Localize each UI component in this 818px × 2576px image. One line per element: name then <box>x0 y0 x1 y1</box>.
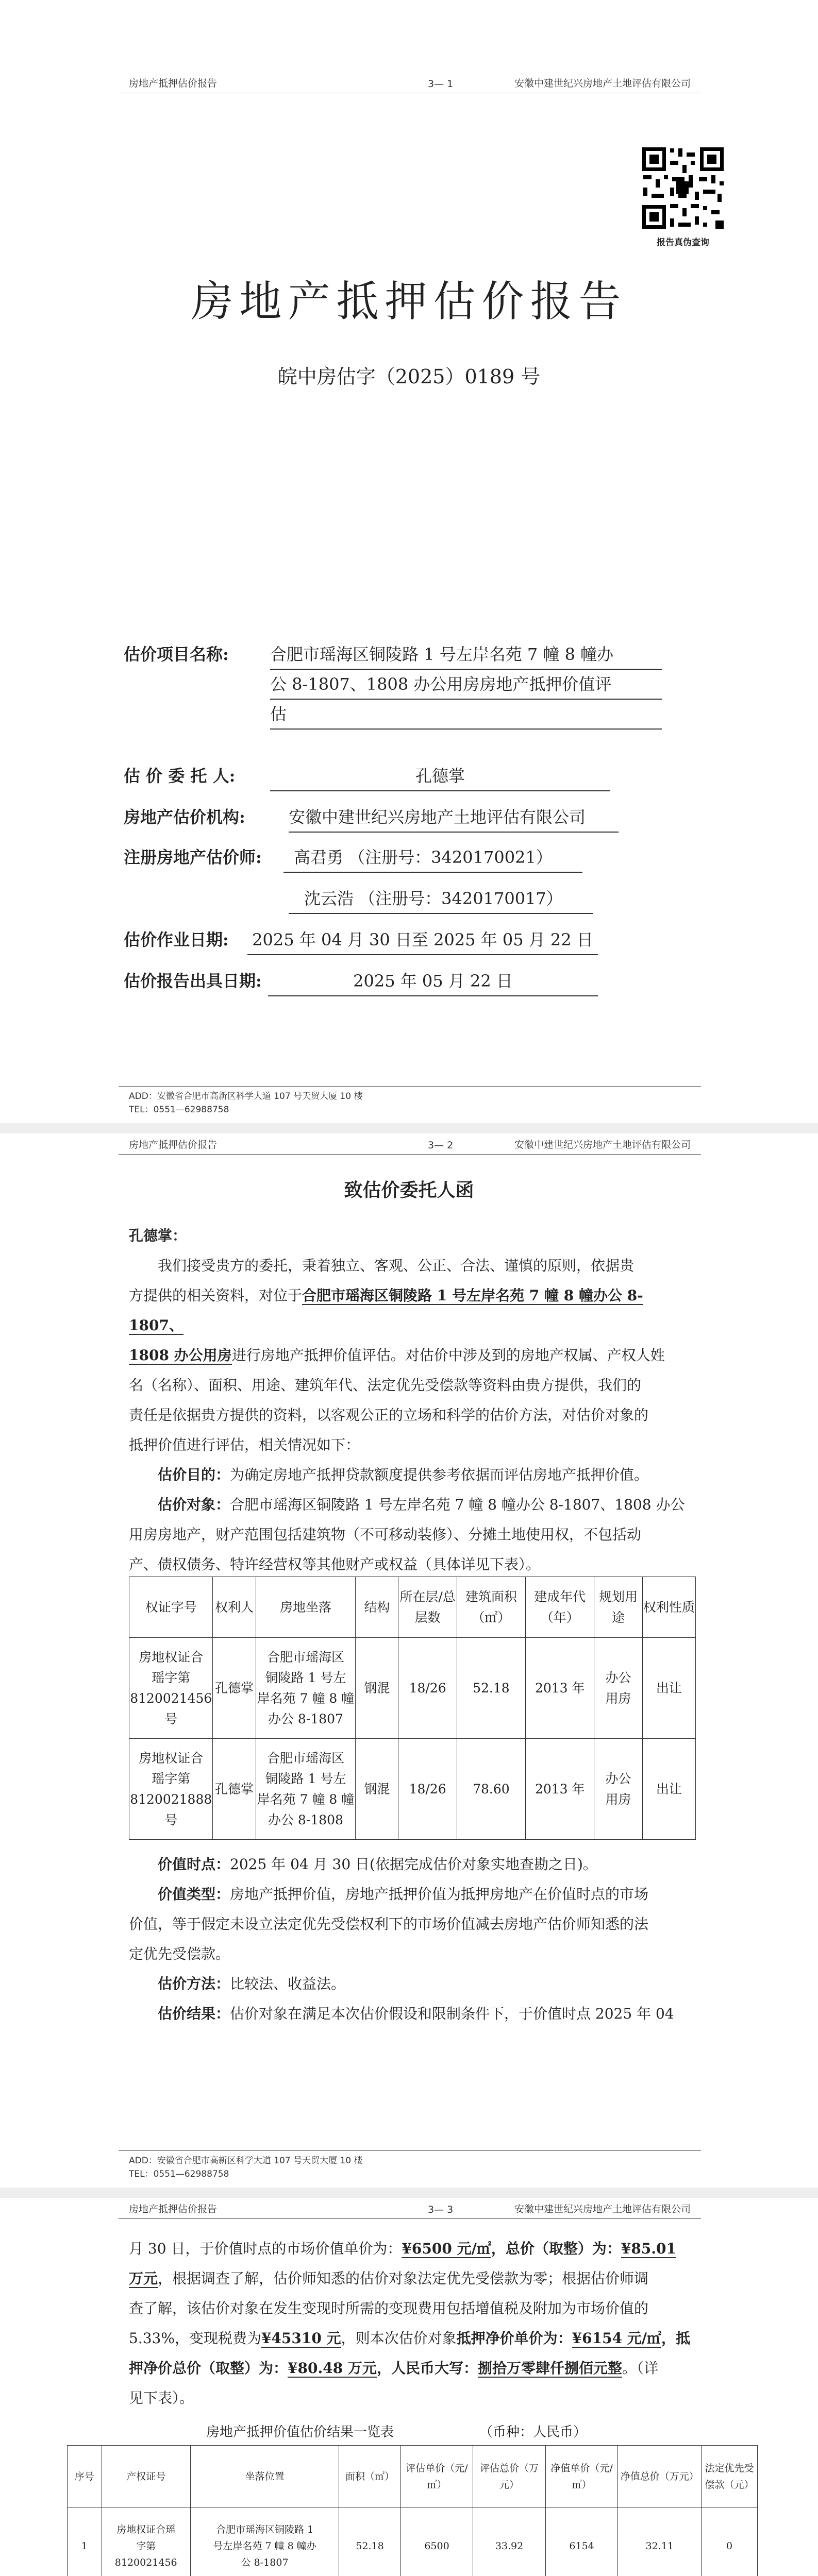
cell-location: 合肥市瑶海区 铜陵路 1 号左 岸名苑 7 幢 8 幢 办公 8-1808 <box>256 1739 356 1840</box>
footer-address: ADD：安徽省合肥市高新区科学大道 107 号天贸大厦 10 楼 <box>129 2156 363 2166</box>
col-no: 序号 <box>68 2446 102 2507</box>
project-line-3: 估 <box>270 700 662 730</box>
result-text: 查了解，该估价对象在发生变现时所需的变现费用包括增值税及附加为市场价值的 <box>129 2300 649 2317</box>
cell-area: 78.60 <box>457 1739 525 1840</box>
cell-priority: 0 <box>702 2507 758 2576</box>
header-page-number: 3— 2 <box>428 1140 454 1151</box>
cell-owner: 孔德掌 <box>213 1638 256 1739</box>
cell-cert: 房地权证合 瑶字第 8120021888 号 <box>129 1739 213 1840</box>
col-net-total: 净值总价（万元） <box>618 2446 702 2507</box>
col-floor: 所在层/总层数 <box>398 1577 457 1638</box>
qr-code[interactable] <box>639 144 727 232</box>
report-date-value: 2025 年 05 月 22 日 <box>268 967 598 996</box>
result-text: 月 30 日，于价值时点的市场价值单价为： <box>129 2240 402 2257</box>
cell-net-total: 32.11 <box>618 2507 702 2576</box>
cell-cert: 房地权证合 瑶字第 8120021456 号 <box>129 1638 213 1739</box>
cell-owner: 孔德掌 <box>213 1739 256 1840</box>
cell-area: 52.18 <box>339 2507 400 2576</box>
property-table <box>129 1577 696 1840</box>
report-number: 皖中房估字（2025）0189 号 <box>277 365 541 388</box>
page-gap <box>0 1123 818 1133</box>
page1-header <box>119 72 701 93</box>
col-location: 房地坐落 <box>256 1577 356 1638</box>
net-total-price: ¥80.48 万元 <box>288 2360 377 2377</box>
result-continuation <box>129 2234 696 2413</box>
method-value: 比较法、收益法。 <box>230 1975 346 1992</box>
cell-nature: 出让 <box>642 1638 695 1739</box>
value-type-line-3: 定优先受偿款。 <box>129 1945 230 1962</box>
intro-text: 方提供的相关资料，对位于 <box>129 1287 303 1304</box>
value-type-line-2: 价值，等于假定未设立法定优先受偿权利下的市场价值减去房地产估价师知悉的法 <box>129 1916 649 1933</box>
result-text: 押净价总价（取整）为： <box>129 2360 288 2377</box>
cell-location: 合肥市瑶海区 铜陵路 1 号左 岸名苑 7 幢 8 幢 办公 8-1807 <box>256 1638 356 1739</box>
appraiser-2: 沈云浩 （注册号：3420170017） <box>289 884 593 914</box>
table-row <box>129 1739 696 1840</box>
col-area: 面积（㎡） <box>339 2446 400 2507</box>
project-line-2: 公 8-1807、1808 办公用房房地产抵押价值评 <box>270 670 662 700</box>
client-value: 孔德掌 <box>270 761 610 791</box>
tax-value: ¥45310 元 <box>261 2330 341 2347</box>
result-text: ，总价（取整）为： <box>491 2240 621 2257</box>
appraiser-1: 高君勇 （注册号：3420170021） <box>283 843 582 873</box>
value-type-label: 价值类型： <box>158 1886 230 1903</box>
result-text: 。（详 <box>622 2360 658 2377</box>
result-text: ，则本次估价对象 <box>341 2330 457 2347</box>
purpose-value: 为确定房地产抵押贷款额度提供参考依据而评估房地产抵押价值。 <box>230 1466 649 1483</box>
cell-use: 办公 用房 <box>594 1638 642 1739</box>
col-year: 建成年代（年） <box>526 1577 594 1638</box>
salutation: 孔德掌： <box>129 1227 187 1244</box>
result-text: 5.33%，变现税费为 <box>129 2330 261 2347</box>
col-use: 规划用途 <box>594 1577 642 1638</box>
result-text: ，根据调查了解，估价师知悉的估价对象法定优先受偿款为零；根据估价师调 <box>158 2270 649 2287</box>
page-gap <box>0 2188 818 2198</box>
work-date-label: 估价作业日期: <box>124 930 229 950</box>
cell-net-unit: 6154 <box>545 2507 618 2576</box>
header-page-number: 3— 3 <box>428 2204 454 2215</box>
page2-header <box>119 1133 701 1155</box>
cell-year: 2013 年 <box>526 1638 594 1739</box>
col-net-unit: 净值单价（元/㎡） <box>545 2446 618 2507</box>
agency-value: 安徽中建世纪兴房地产土地评估有限公司 <box>289 803 619 833</box>
footer-address: ADD：安徽省合肥市高新区科学大道 107 号天贸大厦 10 楼 <box>129 1091 363 1101</box>
letter-body <box>129 1221 696 1580</box>
cell-year: 2013 年 <box>526 1739 594 1840</box>
object-line-2: 用房房地产，财产范围包括建筑物（不可移动装修）、分摊土地使用权，不包括动 <box>129 1526 642 1543</box>
amount-in-words: 捌拾万零肆仟捌佰元整 <box>477 2360 622 2377</box>
project-name-value <box>270 640 662 730</box>
col-structure: 结构 <box>356 1577 398 1638</box>
qr-caption: 报告真伪查询 <box>657 238 709 248</box>
value-date-value: 2025 年 04 月 30 日(依据完成估价对象实地查勘之日)。 <box>230 1856 597 1873</box>
col-nature: 权利性质 <box>642 1577 695 1638</box>
table-row <box>68 2507 758 2576</box>
letter-title: 致估价委托人函 <box>344 1179 474 1201</box>
header-page-number: 3— 1 <box>428 78 454 90</box>
unit-price: ¥6500 元/㎡ <box>402 2240 491 2257</box>
purpose-label: 估价目的： <box>158 1466 230 1483</box>
intro-line-5: 名（名称）、面积、用途、建筑年代、法定优先受偿款等资料由贵方提供，我们的 <box>129 1377 642 1394</box>
table-row <box>129 1638 696 1739</box>
intro-line-7: 抵押价值进行评估，相关情况如下： <box>129 1436 360 1453</box>
total-unit: 万元 <box>129 2270 158 2287</box>
method-label: 估价方法： <box>158 1975 230 1992</box>
result-text: 抵押净价单价为： <box>456 2330 572 2347</box>
cell-structure: 钢混 <box>356 1739 398 1840</box>
result-table <box>67 2445 758 2576</box>
intro-line-1: 我们接受贵方的委托，秉着独立、客观、公正、合法、谨慎的原则，依据贵 <box>158 1257 635 1274</box>
col-owner: 权利人 <box>213 1577 256 1638</box>
page3-header <box>119 2198 701 2219</box>
work-date-value: 2025 年 04 月 30 日至 2025 年 05 月 22 日 <box>247 925 598 955</box>
intro-text-2: 进行房地产抵押价值评估。对估价中涉及到的房地产权属、产权人姓 <box>231 1347 665 1364</box>
result-table-title: 房地产抵押价值估价结果一览表 <box>206 2425 394 2440</box>
project-line-1: 合肥市瑶海区铜陵路 1 号左岸名苑 7 幢 8 幢办 <box>270 640 662 670</box>
col-priority: 法定优先受偿款（元） <box>702 2446 758 2507</box>
result-text: ，抵 <box>661 2330 691 2347</box>
object-label: 估价对象： <box>158 1496 230 1513</box>
header-left: 房地产抵押估价报告 <box>129 2204 218 2215</box>
cell-location: 合肥市瑶海区铜陵路 1 号左岸名苑 7 幢 8 幢办 公 8-1807 <box>190 2507 339 2576</box>
header-right: 安徽中建世纪兴房地产土地评估有限公司 <box>514 1139 691 1150</box>
col-cert: 权证字号 <box>129 1577 213 1638</box>
cell-no: 1 <box>68 2507 102 2576</box>
cell-floor: 18/26 <box>398 1739 457 1840</box>
col-area: 建筑面积（㎡） <box>457 1577 525 1638</box>
intro-line-6: 责任是依据贵方提供的资料，以客观公正的立场和科学的估价方法，对估价对象的 <box>129 1406 649 1423</box>
project-name-label: 估价项目名称: <box>124 645 229 664</box>
report-title: 房地产抵押估价报告 <box>191 277 627 326</box>
col-cert: 产权证号 <box>102 2446 190 2507</box>
value-date-label: 价值时点： <box>158 1856 230 1873</box>
cell-total-price: 33.92 <box>473 2507 546 2576</box>
result-text: ，人民币大写： <box>376 2360 478 2377</box>
col-total-price: 评估总价（万元） <box>473 2446 546 2507</box>
result-table-currency: （币种：人民币） <box>479 2425 587 2440</box>
report-date-label: 估价报告出具日期: <box>124 971 262 991</box>
result-value: 估价对象在满足本次估价假设和限制条件下，于价值时点 2025 年 04 <box>230 2005 674 2022</box>
object-line-3: 产、债权债务、特许经营权等其他财产或权益（具体详见下表）。 <box>129 1556 541 1573</box>
header-left: 房地产抵押估价报告 <box>129 78 218 89</box>
col-location: 坐落位置 <box>190 2446 339 2507</box>
intro-address: 合肥市瑶海区铜陵路 1 号左岸名苑 7 幢 8 幢办公 8-1807、 <box>129 1287 643 1334</box>
page1-footer <box>119 1086 701 1116</box>
object-line-1: 合肥市瑶海区铜陵路 1 号左岸名苑 7 幢 8 幢办公 8-1807、1808 办公 <box>230 1496 685 1513</box>
total-price: ¥85.01 <box>621 2240 677 2257</box>
page2-footer <box>119 2150 701 2181</box>
letter-body-2 <box>129 1850 696 2029</box>
footer-tel: TEL：0551—62988758 <box>129 1105 229 1115</box>
header-left: 房地产抵押估价报告 <box>129 1139 218 1150</box>
header-right: 安徽中建世纪兴房地产土地评估有限公司 <box>514 78 691 89</box>
cell-structure: 钢混 <box>356 1638 398 1739</box>
cell-use: 办公 用房 <box>594 1739 642 1840</box>
cell-area: 52.18 <box>457 1638 525 1739</box>
client-label: 估 价 委 托 人: <box>124 766 236 786</box>
agency-label: 房地产估价机构: <box>124 807 245 827</box>
result-label: 估价结果： <box>158 2005 230 2022</box>
value-type-line-1: 房地产抵押价值，房地产抵押价值为抵押房地产在价值时点的市场 <box>230 1886 649 1903</box>
header-right: 安徽中建世纪兴房地产土地评估有限公司 <box>514 2204 691 2215</box>
cell-floor: 18/26 <box>398 1638 457 1739</box>
intro-address-2: 1808 办公用房 <box>129 1347 232 1364</box>
result-text: 见下表）。 <box>129 2389 194 2406</box>
cell-unit-price: 6500 <box>400 2507 473 2576</box>
net-unit-price: ¥6154 元/㎡ <box>572 2330 662 2347</box>
cell-nature: 出让 <box>642 1739 695 1840</box>
col-unit-price: 评估单价（元/㎡） <box>400 2446 473 2507</box>
cell-cert: 房地权证合瑶 字第 8120021456 <box>102 2507 190 2576</box>
appraiser-label: 注册房地产估价师: <box>124 848 262 867</box>
footer-tel: TEL：0551—62988758 <box>129 2169 229 2179</box>
